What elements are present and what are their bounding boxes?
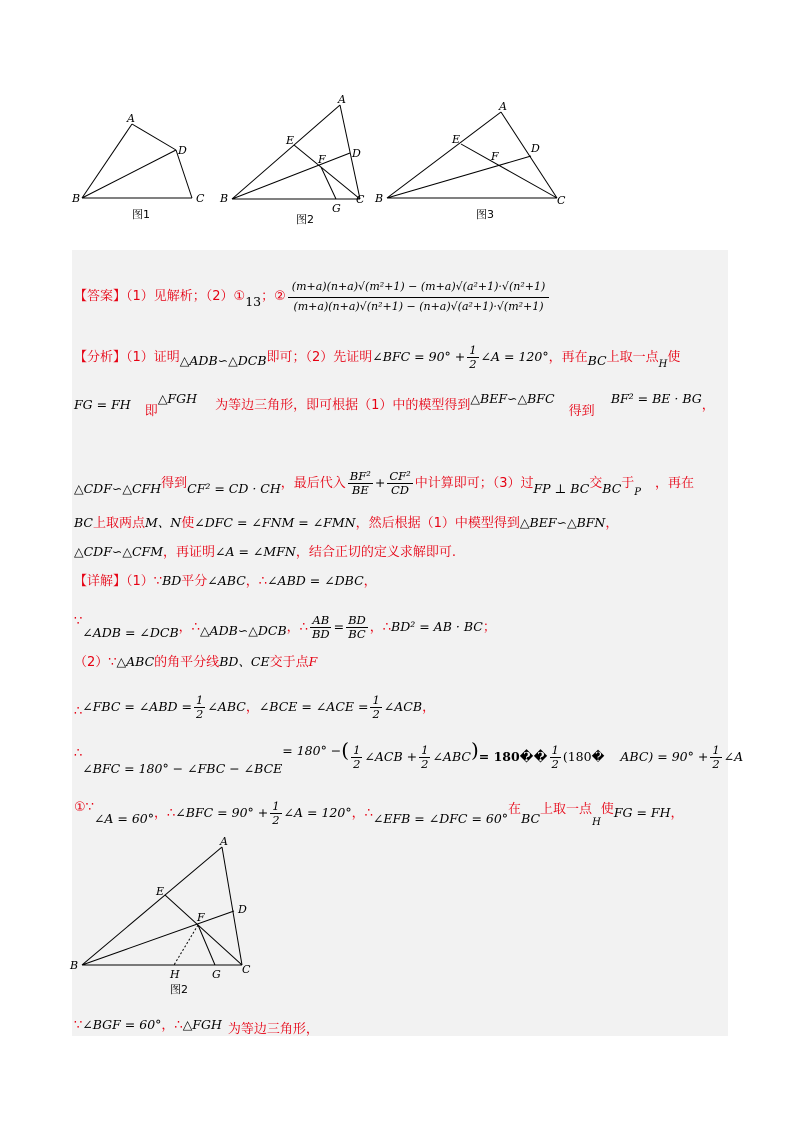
d3a: （2）∵ <box>74 655 117 670</box>
d6b: ∠A = 60° <box>93 811 155 826</box>
d6g: ∠EFB = ∠DFC = 60° <box>372 811 509 826</box>
label-C: C <box>196 192 205 205</box>
a2e: △BEF∽△BFC <box>470 391 555 406</box>
d1a: （1）∵ <box>126 574 163 589</box>
d2a: ∵ <box>74 614 83 629</box>
a2c: △FGH <box>157 391 197 406</box>
frac1-den: BE <box>351 483 369 497</box>
half-den: 2 <box>372 707 380 721</box>
label-D: D <box>238 903 247 916</box>
label-E: E <box>156 885 165 898</box>
analysis-line-4 <box>74 514 618 533</box>
d2-frac1-num: AB <box>312 613 330 627</box>
d4f: ∠ACB <box>383 699 423 714</box>
detail-line-1 <box>74 572 377 591</box>
d5i: ) = 90° + <box>648 749 709 764</box>
d6l: 使 <box>600 802 614 817</box>
figure-1 <box>70 110 220 229</box>
d2d: △ADB∽△DCB <box>199 623 287 638</box>
a4b: 上取两点 <box>92 516 145 531</box>
a5d: ，结合正切的定义求解即可. <box>295 545 456 560</box>
paren-open: ( <box>341 738 350 762</box>
half-den: 2 <box>469 357 477 371</box>
label-A: A <box>338 93 346 106</box>
label-A: A <box>499 100 507 113</box>
d6e: ∠A = 120° <box>283 805 352 820</box>
half-den: 2 <box>712 757 720 771</box>
figure-2-svg <box>220 95 370 230</box>
d5b: ∠BFC = 180° − ∠FBC − ∠BCE <box>82 761 283 776</box>
d7a: ∵ <box>74 1018 83 1033</box>
detail-line-6 <box>74 800 683 827</box>
a1h: 上取一点 <box>606 350 659 365</box>
a3a: △CDF∽△CFH <box>74 481 162 496</box>
a4g: △BEF∽△BFN <box>519 515 606 530</box>
a3g: FP ⊥ BC <box>533 481 590 496</box>
d3e: 交于点 <box>269 655 309 670</box>
d6-half <box>270 800 281 827</box>
label-H: H <box>170 968 180 981</box>
label-B: B <box>70 959 79 972</box>
d2i: ； <box>482 620 496 635</box>
a3f: 中计算即可；（3）过 <box>414 476 534 491</box>
figure-2 <box>220 95 370 234</box>
d5a: ∴ <box>74 746 83 761</box>
analysis-tag: 【分析】 <box>74 350 127 365</box>
half-num: 1 <box>272 799 280 813</box>
d2-frac1 <box>310 614 332 641</box>
d2g: ，∴ <box>369 620 392 635</box>
a2f: 得到 <box>568 404 595 419</box>
d1g: ， <box>363 574 377 589</box>
figure-3 <box>375 100 575 229</box>
detail-line-2 <box>74 614 496 641</box>
a2a: FG = FH <box>74 397 131 412</box>
a4c: M、N <box>145 515 182 530</box>
detail-line-3 <box>74 653 317 672</box>
d4-half1 <box>194 694 205 721</box>
frac1-num: BF² <box>349 469 371 483</box>
a1d: ∠BFC = 90° + <box>372 349 466 364</box>
half-den: 2 <box>421 757 429 771</box>
a1f: ，再在 <box>548 350 588 365</box>
a3k: P <box>634 487 642 498</box>
a4f: ，然后根据（1）中模型得到 <box>355 516 520 531</box>
d6j: 上取一点 <box>540 802 593 817</box>
d6n: ， <box>670 806 684 821</box>
a2d: 为等边三角形，即可根据（1）中的模型得到 <box>215 398 471 413</box>
label-A: A <box>220 835 228 848</box>
detail-line-7 <box>74 1016 319 1035</box>
a3-frac2 <box>387 470 412 497</box>
d1d: ∠ABC <box>207 573 246 588</box>
d5-half1 <box>351 744 362 771</box>
d5e: ∠ABC <box>432 749 471 764</box>
label-D: D <box>352 147 361 160</box>
d2-frac2-den: BC <box>348 627 366 641</box>
label-F: F <box>197 911 205 924</box>
half-num: 1 <box>353 743 361 757</box>
figure-4-svg <box>70 833 270 1003</box>
d7d: △FGH <box>182 1017 222 1032</box>
answer-formula <box>288 278 549 315</box>
figure-4-caption: 图2 <box>170 983 188 996</box>
d6d: ∠BFC = 90° + <box>175 805 269 820</box>
detail-line-5 <box>74 738 744 776</box>
frac2-den: CD <box>390 483 410 497</box>
half-num: 1 <box>196 693 204 707</box>
label-F: F <box>318 153 326 166</box>
a1i: H <box>658 359 668 370</box>
d5j: ∠A <box>723 749 744 764</box>
a3-plus: + <box>374 475 386 490</box>
answer-formula-numerator: (m+a)(n+a)√(m²+1) − (m+a)√(a²+1)·√(n²+1) <box>288 278 549 298</box>
d4a: ∴ <box>74 704 83 719</box>
a3-frac1 <box>348 470 373 497</box>
a3i: BC <box>602 481 622 496</box>
label-A: A <box>127 112 135 125</box>
figure-1-svg <box>70 110 220 225</box>
d1f: ∠ABD = ∠DBC <box>267 573 364 588</box>
label-G: G <box>212 968 221 981</box>
a4d: 使 <box>181 516 195 531</box>
a2g: BF² = BE · BG <box>610 391 702 406</box>
d2-frac1-den: BD <box>311 627 330 641</box>
half-num: 1 <box>712 743 720 757</box>
d7b: ∠BGF = 60° <box>82 1017 162 1032</box>
d3b: △ABC <box>116 654 155 669</box>
d5d: ∠ACB + <box>364 749 418 764</box>
half-den: 2 <box>353 757 361 771</box>
d4d: ， <box>245 700 259 715</box>
paren-close: ) <box>470 738 479 762</box>
label-G: G <box>332 202 341 215</box>
label-B: B <box>72 192 81 205</box>
half-den: 2 <box>196 707 204 721</box>
a5c: ∠A = ∠MFN <box>215 544 296 559</box>
a2h: ， <box>701 398 715 413</box>
label-B: B <box>220 192 229 205</box>
d6h: 在 <box>508 802 522 817</box>
d5f: = 180�� <box>478 749 548 764</box>
d1c: 平分 <box>181 574 208 589</box>
d7e: 为等边三角形， <box>227 1022 319 1037</box>
d4b: ∠FBC = ∠ABD = <box>82 699 192 714</box>
d2-eq: = <box>333 619 345 634</box>
half-num: 1 <box>551 743 559 757</box>
a1-half <box>467 344 478 371</box>
analysis-line-3 <box>74 470 694 497</box>
d1e: ，∴ <box>245 574 268 589</box>
a1j: 使 <box>667 350 681 365</box>
d7c: ，∴ <box>161 1018 183 1033</box>
d5c: = 180° − <box>282 743 342 758</box>
detail-tag: 【详解】 <box>74 574 127 589</box>
label-F: F <box>491 150 499 163</box>
d2c: ，∴ <box>178 620 200 635</box>
answer-value-13: 13 <box>245 294 262 309</box>
answer-formula-denominator: (m+a)(n+a)√(n²+1) − (n+a)√(a²+1)·√(m²+1) <box>293 300 544 313</box>
a5b: ，再证明 <box>163 545 216 560</box>
label-B: B <box>375 192 384 205</box>
a2b: 即 <box>144 404 158 419</box>
label-C: C <box>356 193 365 206</box>
label-E: E <box>452 133 461 146</box>
d4c: ∠ABC <box>207 699 246 714</box>
answer-line <box>74 278 551 315</box>
frac2-num: CF² <box>389 469 411 483</box>
a1c: 即可；（2）先证明 <box>266 350 373 365</box>
d6m: FG = FH <box>613 805 671 820</box>
figure-3-caption: 图3 <box>476 208 494 221</box>
d2-frac2-num: BD <box>348 613 366 627</box>
a4a: BC <box>74 515 93 530</box>
answer-tag: 【答案】 <box>74 289 127 304</box>
d3d: BD、CE <box>219 654 270 669</box>
d3f: F <box>308 654 318 669</box>
d4-half2 <box>370 694 381 721</box>
a1a: （1）证明 <box>126 350 180 365</box>
d5g: (180� <box>562 749 605 764</box>
detail-line-4 <box>74 694 435 721</box>
figure-3-svg <box>375 100 575 225</box>
label-E: E <box>286 134 295 147</box>
figure-1-caption: 图1 <box>132 208 150 221</box>
a4e: ∠DFC = ∠FNM = ∠FMN <box>194 515 356 530</box>
a5a: △CDF∽△CFM <box>74 544 163 559</box>
d2b: ∠ADB = ∠DCB <box>82 625 179 640</box>
answer-sep: ；② <box>261 289 286 304</box>
a3c: CF² = CD · CH <box>187 481 281 496</box>
d5h: ABC <box>620 749 649 764</box>
a1g: BC <box>587 353 607 368</box>
label-C: C <box>242 963 251 976</box>
a3d: ，最后代入 <box>280 476 346 491</box>
figure-4 <box>70 833 270 1007</box>
half-den: 2 <box>272 813 280 827</box>
analysis-line-5 <box>74 543 456 562</box>
label-D: D <box>178 144 187 157</box>
d5-half2 <box>419 744 430 771</box>
d2e: ，∴ <box>286 620 308 635</box>
half-num: 1 <box>469 343 477 357</box>
d2-frac2 <box>346 614 368 641</box>
label-D: D <box>531 142 540 155</box>
d3c: 的角平分线 <box>154 655 220 670</box>
d5-half3 <box>550 744 561 771</box>
a3j: 于 <box>621 476 635 491</box>
figure-2-caption: 图2 <box>296 213 314 226</box>
a3b: 得到 <box>161 476 188 491</box>
d5-half4 <box>710 744 721 771</box>
analysis-line-2 <box>74 391 715 419</box>
half-num: 1 <box>421 743 429 757</box>
a1e: ∠A = 120° <box>480 349 549 364</box>
half-den: 2 <box>551 757 559 771</box>
analysis-line-1 <box>74 344 680 371</box>
label-C: C <box>557 194 566 207</box>
d4g: ， <box>422 700 436 715</box>
answer-part1: （1）见解析；（2）① <box>126 289 246 304</box>
a3h: 交 <box>589 476 603 491</box>
d4e: ∠BCE = ∠ACE = <box>258 699 369 714</box>
d6i: BC <box>521 811 541 826</box>
a1b: △ADB∽△DCB <box>179 353 267 368</box>
d6a: ①∵ <box>74 800 94 815</box>
a3l: ，再在 <box>655 476 695 491</box>
d2h: BD² = AB · BC <box>391 619 483 634</box>
d1b: BD <box>162 573 182 588</box>
d6k: H <box>592 817 601 828</box>
half-num: 1 <box>372 693 380 707</box>
a4h: ， <box>605 516 619 531</box>
d6c: ，∴ <box>154 806 176 821</box>
d6f: ，∴ <box>351 806 373 821</box>
